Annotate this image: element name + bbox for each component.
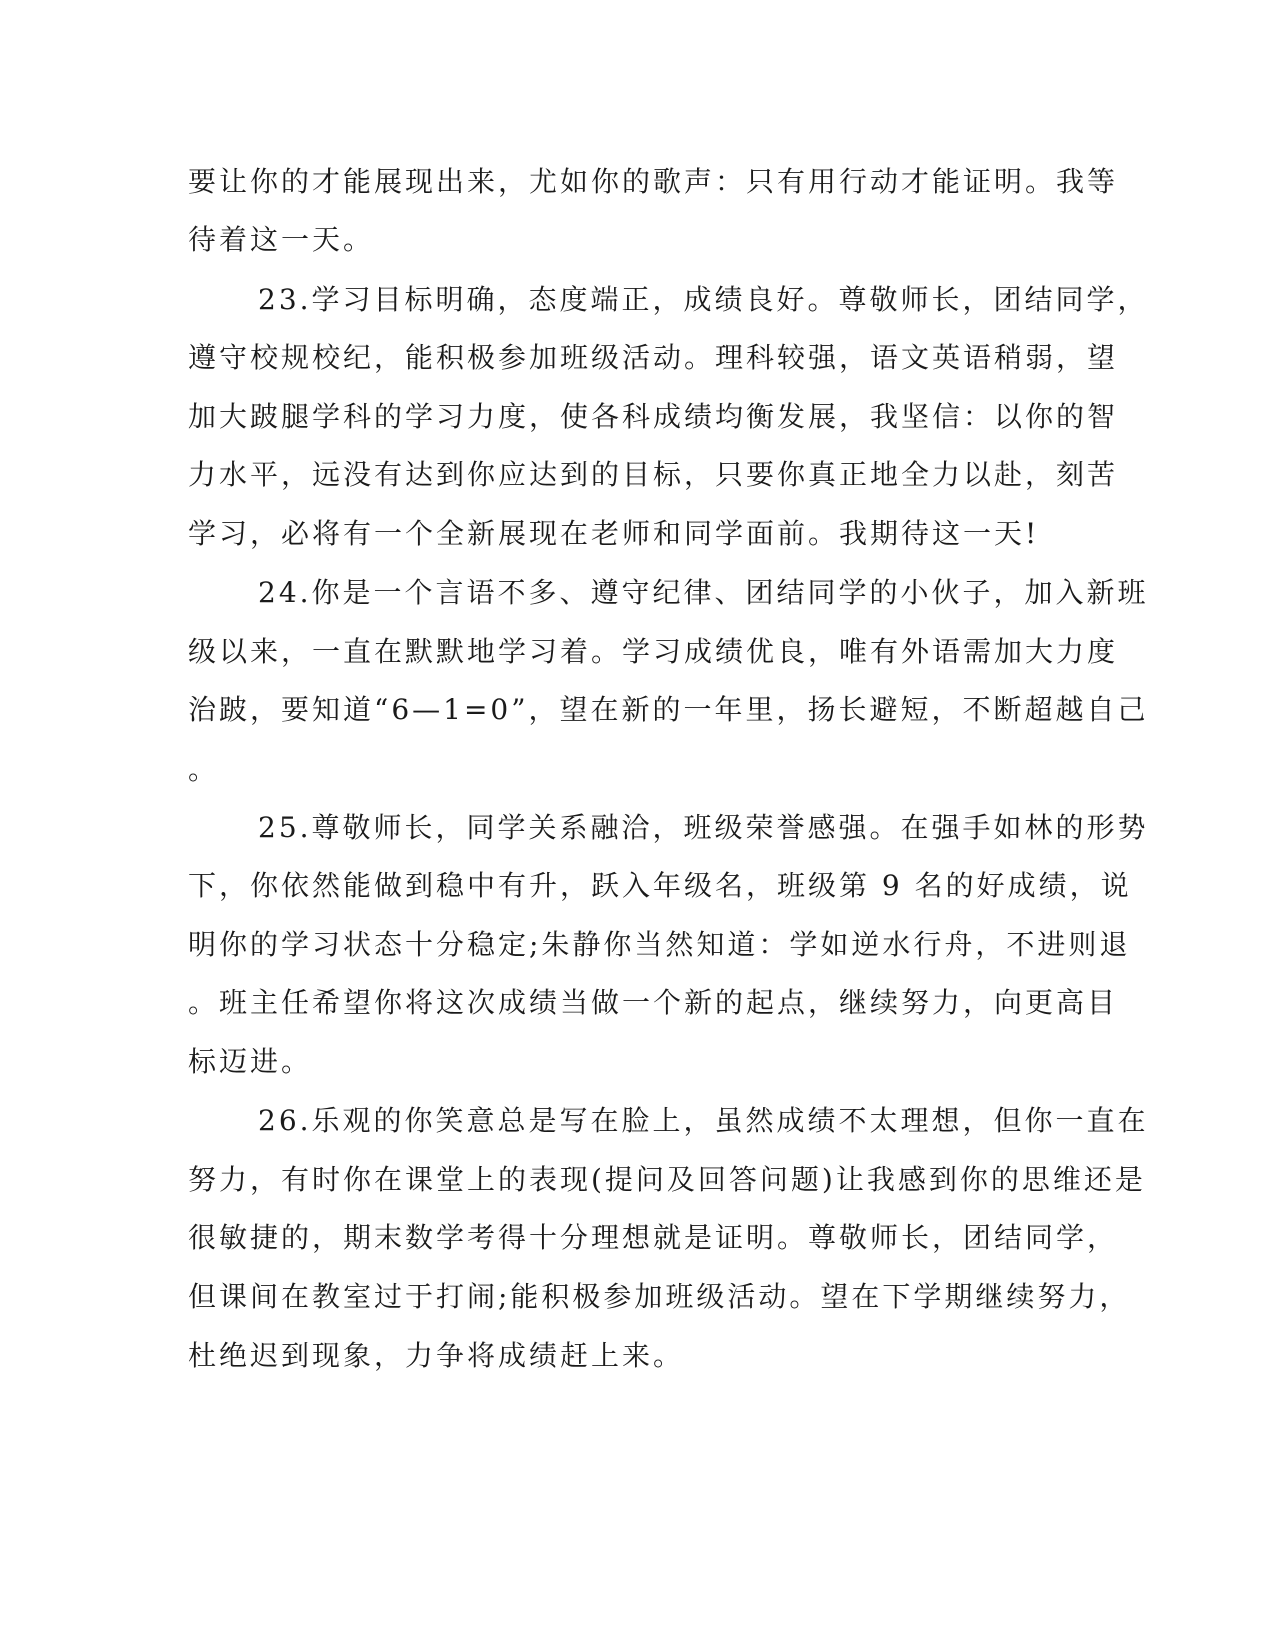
paragraph-25-line: 25.尊敬师长，同学关系融洽，班级荣誉感强。在强手如林的形势: [258, 811, 1149, 844]
paragraph-23-line: 23.学习目标明确，态度端正，成绩良好。尊敬师长，团结同学，: [258, 283, 1149, 316]
text-line: 遵守校规校纪，能积极参加班级活动。理科较强，语文英语稍弱，望: [188, 341, 1119, 374]
text-line: 级以来，一直在默默地学习着。学习成绩优良，唯有外语需加大力度: [188, 635, 1119, 668]
text-line: 杜绝迟到现象，力争将成绩赶上来。: [188, 1339, 685, 1372]
text-line: 待着这一天。: [188, 223, 375, 256]
text-line: 力水平，远没有达到你应达到的目标，只要你真正地全力以赴，刻苦: [188, 458, 1119, 491]
paragraph-24-line: 24.你是一个言语不多、遵守纪律、团结同学的小伙子，加入新班: [258, 576, 1149, 609]
text-line: 。: [188, 753, 220, 786]
text-line: 明你的学习状态十分稳定;朱静你当然知道：学如逆水行舟，不进则退: [188, 928, 1131, 961]
text-line: 要让你的才能展现出来，尤如你的歌声：只有用行动才能证明。我等: [188, 165, 1119, 198]
text-line: 。班主任希望你将这次成绩当做一个新的起点，继续努力，向更高目: [188, 986, 1119, 1019]
paragraph-26-line: 26.乐观的你笑意总是写在脸上，虽然成绩不太理想，但你一直在: [258, 1104, 1149, 1137]
text-line: 治跛，要知道“6—1=0”，望在新的一年里，扬长避短，不断超越自己: [188, 693, 1149, 726]
text-line: 下，你依然能做到稳中有升，跃入年级名，班级第 9 名的好成绩，说: [188, 869, 1132, 902]
text-line: 很敏捷的，期末数学考得十分理想就是证明。尊敬师长，团结同学，: [188, 1221, 1119, 1254]
text-line: 加大跛腿学科的学习力度，使各科成绩均衡发展，我坚信：以你的智: [188, 400, 1119, 433]
text-line: 但课间在教室过于打闹;能积极参加班级活动。望在下学期继续努力，: [188, 1280, 1131, 1313]
text-line: 努力，有时你在课堂上的表现(提问及回答问题)让我感到你的思维还是: [188, 1163, 1146, 1196]
text-line: 标迈进。: [188, 1045, 313, 1078]
text-line: 学习，必将有一个全新展现在老师和同学面前。我期待这一天!: [188, 517, 1040, 550]
